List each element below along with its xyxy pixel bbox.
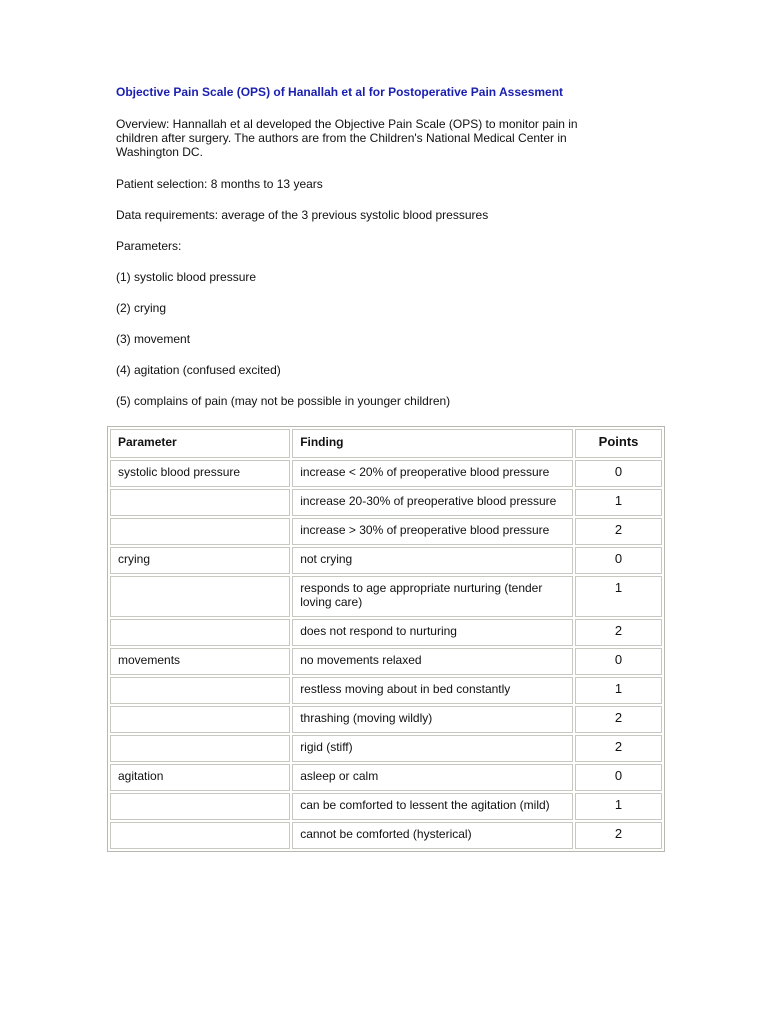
header-parameter: Parameter [110,429,290,458]
table-row [110,518,662,545]
parameter-item: (2) crying [116,301,167,315]
cell-points: 1 [575,793,662,820]
cell-parameter [110,793,290,820]
table-row [110,489,662,516]
cell-points: 2 [575,619,662,646]
cell-finding: not crying [292,547,573,574]
cell-points: 2 [575,706,662,733]
table-row [110,793,662,820]
cell-finding: increase > 30% of preoperative blood pressure [292,518,573,545]
data-requirements-text: Data requirements: average of the 3 previous systolic blood pressures [116,208,489,222]
table-row [110,547,662,574]
table-row [110,576,662,617]
parameter-item: (3) movement [116,332,191,346]
header-finding: Finding [292,429,573,458]
table-row [110,764,662,791]
cell-parameter [110,576,290,617]
cell-parameter: agitation [110,764,290,791]
table-row [110,677,662,704]
cell-finding: increase < 20% of preoperative blood pressure [292,460,573,487]
cell-points: 0 [575,460,662,487]
parameter-item: (1) systolic blood pressure [116,270,257,284]
cell-finding: rigid (stiff) [292,735,573,762]
cell-points: 2 [575,735,662,762]
cell-finding: can be comforted to lessent the agitation (mild) [292,793,573,820]
cell-finding: restless moving about in bed constantly [292,677,573,704]
cell-finding: does not respond to nurturing [292,619,573,646]
cell-points: 1 [575,489,662,516]
cell-finding: no movements relaxed [292,648,573,675]
cell-parameter: crying [110,547,290,574]
cell-points: 1 [575,677,662,704]
table-header-row [110,429,662,458]
cell-points: 0 [575,648,662,675]
cell-parameter [110,619,290,646]
cell-finding: cannot be comforted (hysterical) [292,822,573,849]
cell-points: 0 [575,547,662,574]
header-points: Points [575,429,662,458]
page-title: Objective Pain Scale (OPS) of Hanallah et al for Postoperative Pain Assesment [116,85,564,99]
cell-points: 2 [575,822,662,849]
cell-parameter: movements [110,648,290,675]
cell-finding: increase 20-30% of preoperative blood pressure [292,489,573,516]
table-row [110,735,662,762]
cell-finding: thrashing (moving wildly) [292,706,573,733]
parameter-item: (4) agitation (confused excited) [116,363,281,377]
cell-points: 2 [575,518,662,545]
cell-parameter [110,677,290,704]
cell-parameter [110,518,290,545]
cell-parameter: systolic blood pressure [110,460,290,487]
table-row [110,648,662,675]
overview-paragraph: Overview: Hannallah et al developed the Objective Pain Scale (OPS) to monitor pain in children after surgery. The authors are from the Children's National Medical Center in Washington DC. [116,117,578,159]
table-row [110,706,662,733]
ops-score-table [107,426,665,852]
patient-selection-text: Patient selection: 8 months to 13 years [116,177,323,191]
cell-finding: responds to age appropriate nurturing (tender loving care) [292,576,573,617]
table-row [110,619,662,646]
cell-finding: asleep or calm [292,764,573,791]
cell-parameter [110,706,290,733]
parameter-item: (5) complains of pain (may not be possible in younger children) [116,394,451,408]
parameters-heading: Parameters: [116,239,182,253]
cell-parameter [110,822,290,849]
cell-parameter [110,735,290,762]
cell-points: 0 [575,764,662,791]
table-row [110,460,662,487]
cell-parameter [110,489,290,516]
cell-points: 1 [575,576,662,617]
table-row [110,822,662,849]
